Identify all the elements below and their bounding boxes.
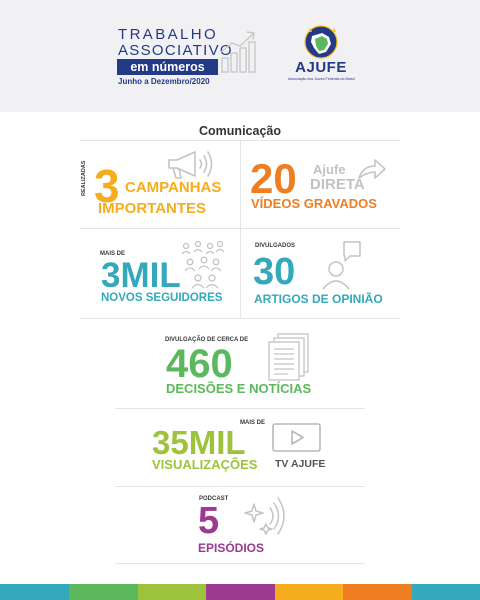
videos-brand2: DIRETA xyxy=(310,176,365,193)
campanhas-number: 3 xyxy=(94,160,120,212)
header xyxy=(0,0,480,112)
videos-number: 20 xyxy=(250,155,297,202)
footer-color-bar xyxy=(138,584,206,600)
tv-ajufe-label: TV AJUFE xyxy=(275,458,326,470)
divider xyxy=(80,318,400,319)
podcast-number: 5 xyxy=(198,500,220,542)
section-title: Comunicação xyxy=(199,124,281,138)
visualizacoes-prefix: MAIS DE xyxy=(240,420,266,426)
divider xyxy=(115,563,365,564)
megaphone-icon xyxy=(165,148,217,182)
divider xyxy=(115,408,365,409)
visualizacoes-label: VISUALIZAÇÕES xyxy=(152,457,258,472)
campanhas-prefix: REALIZADAS xyxy=(81,160,87,196)
growth-chart-icon xyxy=(220,28,258,74)
podcast-label: EPISÓDIOS xyxy=(198,541,265,555)
video-play-icon xyxy=(272,423,322,453)
logo-subtitle: Associação dos Juízes Federais do Brasil xyxy=(288,77,355,81)
decisoes-label: DECISÕES E NOTÍCIAS xyxy=(166,381,312,396)
seguidores-number: 3MIL xyxy=(101,256,181,295)
seguidores-prefix: MAIS DE xyxy=(100,251,126,257)
footer-color-bar xyxy=(0,584,69,600)
footer-color-bar xyxy=(343,584,412,600)
videos-label: VÍDEOS GRAVADOS xyxy=(251,196,377,211)
title-line2: ASSOCIATIVO xyxy=(118,42,233,59)
period-label: Junho a Dezembro/2020 xyxy=(118,77,210,86)
decisoes-number: 460 xyxy=(166,342,233,386)
podcast-sound-icon xyxy=(242,496,290,540)
footer-color-bar xyxy=(206,584,275,600)
logo-name: AJUFE xyxy=(295,59,347,76)
divider xyxy=(240,140,241,318)
seguidores-label: NOVOS SEGUIDORES xyxy=(101,292,223,304)
ajufe-logo-icon xyxy=(300,24,342,60)
artigos-label: ARTIGOS DE OPINIÃO xyxy=(254,292,383,306)
title-line3: em números xyxy=(117,59,218,75)
artigos-prefix: DIVULGADOS xyxy=(255,243,296,249)
documents-icon xyxy=(266,332,312,382)
footer-color-bar xyxy=(275,584,343,600)
divider xyxy=(115,486,365,487)
artigos-number: 30 xyxy=(253,251,296,293)
campanhas-label2: IMPORTANTES xyxy=(98,200,207,217)
footer-color-bar xyxy=(69,584,138,600)
title-line1: TRABALHO xyxy=(118,26,219,43)
person-comment-icon xyxy=(320,240,364,290)
people-crowd-icon xyxy=(178,240,226,292)
videos-brand1: Ajufe xyxy=(313,162,346,177)
visualizacoes-number: 35MIL xyxy=(152,424,246,461)
decisoes-prefix: DIVULGAÇÃO DE CERCA DE xyxy=(165,337,249,343)
share-arrow-icon xyxy=(355,156,387,182)
campanhas-label1: CAMPANHAS xyxy=(125,179,222,196)
footer-color-bar xyxy=(412,584,480,600)
podcast-prefix: PODCAST xyxy=(199,496,229,502)
